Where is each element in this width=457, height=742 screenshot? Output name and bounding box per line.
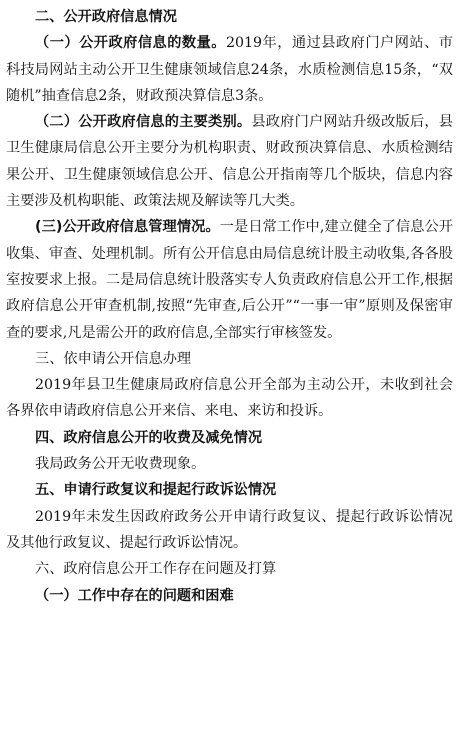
section-heading-6: 六、政府信息公开工作存在问题及打算 <box>35 561 277 578</box>
section-heading-2: 二、公开政府信息情况 <box>35 9 177 25</box>
sub-heading-problems: （一）工作中存在的问题和困难 <box>35 587 234 604</box>
paragraph-lead: （二）公开政府信息的主要类别。 <box>35 114 252 131</box>
paragraph-lead: （一）公开政府信息的数量。 <box>35 35 226 52</box>
paragraph-review: 2019年未发生因政府政务公开申请行政复议、提起行政诉讼情况及其他行政复议、提起行政诉讼情况。 <box>6 508 453 551</box>
paragraph-fees: 我局政务公开无收费现象。 <box>35 456 206 473</box>
paragraph-body: 一是日常工作中,建立健全了信息公开收集、审查、处理机制。所有公开信息由局信息统计股主动收集,各各股室按要求上报。二是局信息统计股落实专人负责政府信息公开工作,根据政府信息公开审查机制,按照“先审查,后公开”“一事一审”原则及保密审查的要求,凡是需公开的政府信息,全部实行审核签发。 <box>6 219 453 341</box>
paragraph-application: 2019年县卫生健康局政府信息公开全部为主动公开，未收到社会各界依申请政府信息公开来信、来电、来访和投诉。 <box>6 377 453 420</box>
section-heading-4: 四、政府信息公开的收费及减免情况 <box>35 429 263 446</box>
paragraph-body: 2019年，通过县政府门户网站、市科技局网站主动公开卫生健康领域信息24条，水质检测信息15条，“双随机”抽查信息2条，财政预决算信息3条。 <box>6 35 453 104</box>
paragraph-body: 县政府门户网站升级改版后，县卫生健康局信息公开主要分为机构职责、财政预决算信息、水质检测结果公开、卫生健康领域信息公开、信息公开指南等几个版块，信息内容主要涉及机构职能、政策法规及解读等几大类。 <box>6 114 453 210</box>
paragraph-management <box>0 214 457 345</box>
paragraph-categories <box>0 109 457 214</box>
paragraph-lead: (三)公开政府信息管理情况。 <box>35 219 220 236</box>
paragraph-quantity <box>0 30 457 109</box>
section-heading-5: 五、申请行政复议和提起行政诉讼情况 <box>35 482 277 499</box>
section-heading-3: 三、依申请公开信息办理 <box>35 350 192 367</box>
